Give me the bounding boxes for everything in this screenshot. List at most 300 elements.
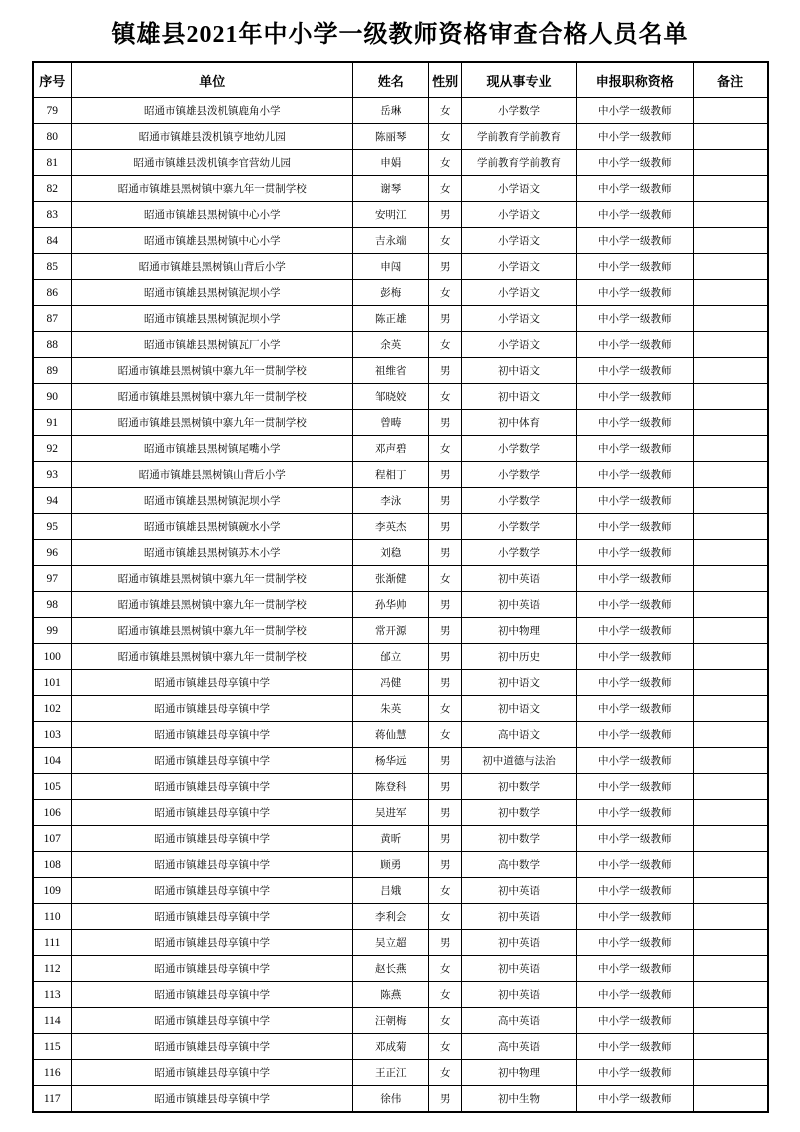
name-cell: 程相丁: [353, 462, 429, 488]
gender-cell: 男: [429, 540, 462, 566]
major-cell: 高中语文: [462, 722, 577, 748]
title-cell: 中小学一级教师: [576, 982, 693, 1008]
serial-cell: 84: [33, 228, 72, 254]
table-row: [33, 774, 768, 800]
major-cell: 初中数学: [462, 826, 577, 852]
major-cell: 初中英语: [462, 904, 577, 930]
table-row: [33, 254, 768, 280]
table-row: [33, 904, 768, 930]
gender-cell: 男: [429, 514, 462, 540]
unit-cell: 昭通市镇雄县母享镇中学: [71, 748, 353, 774]
title-cell: 中小学一级教师: [576, 306, 693, 332]
title-cell: 中小学一级教师: [576, 254, 693, 280]
unit-cell: 昭通市镇雄县母享镇中学: [71, 982, 353, 1008]
serial-cell: 102: [33, 696, 72, 722]
major-cell: 初中英语: [462, 566, 577, 592]
gender-cell: 男: [429, 826, 462, 852]
gender-cell: 女: [429, 1060, 462, 1086]
serial-cell: 94: [33, 488, 72, 514]
name-cell: 李利会: [353, 904, 429, 930]
unit-cell: 昭通市镇雄县黑树镇山背后小学: [71, 462, 353, 488]
gender-cell: 男: [429, 592, 462, 618]
major-cell: 小学数学: [462, 540, 577, 566]
title-cell: 中小学一级教师: [576, 774, 693, 800]
remark-cell: [693, 696, 767, 722]
unit-cell: 昭通市镇雄县母享镇中学: [71, 670, 353, 696]
unit-cell: 昭通市镇雄县黑树镇泥坝小学: [71, 488, 353, 514]
major-cell: 初中道德与法治: [462, 748, 577, 774]
serial-cell: 97: [33, 566, 72, 592]
name-cell: 陈丽琴: [353, 124, 429, 150]
gender-cell: 男: [429, 202, 462, 228]
table-row: [33, 878, 768, 904]
table-row: [33, 98, 768, 124]
table-row: [33, 358, 768, 384]
unit-cell: 昭通市镇雄县母享镇中学: [71, 800, 353, 826]
remark-cell: [693, 800, 767, 826]
major-cell: 小学语文: [462, 176, 577, 202]
table-row: [33, 566, 768, 592]
unit-cell: 昭通市镇雄县母享镇中学: [71, 956, 353, 982]
gender-cell: 女: [429, 878, 462, 904]
title-cell: 中小学一级教师: [576, 852, 693, 878]
gender-cell: 女: [429, 904, 462, 930]
name-cell: 顾勇: [353, 852, 429, 878]
serial-cell: 105: [33, 774, 72, 800]
major-cell: 学前教育学前教育: [462, 150, 577, 176]
major-cell: 初中历史: [462, 644, 577, 670]
unit-cell: 昭通市镇雄县母享镇中学: [71, 1086, 353, 1113]
unit-cell: 昭通市镇雄县母享镇中学: [71, 696, 353, 722]
major-cell: 高中英语: [462, 1034, 577, 1060]
remark-cell: [693, 514, 767, 540]
title-cell: 中小学一级教师: [576, 124, 693, 150]
remark-cell: [693, 1008, 767, 1034]
major-cell: 小学语文: [462, 254, 577, 280]
name-cell: 赵长燕: [353, 956, 429, 982]
table-row: [33, 592, 768, 618]
gender-cell: 女: [429, 150, 462, 176]
major-cell: 初中英语: [462, 956, 577, 982]
unit-cell: 昭通市镇雄县黑树镇中寨九年一贯制学校: [71, 384, 353, 410]
remark-cell: [693, 644, 767, 670]
gender-cell: 女: [429, 956, 462, 982]
name-cell: 常开源: [353, 618, 429, 644]
table-row: [33, 410, 768, 436]
remark-cell: [693, 930, 767, 956]
title-cell: 中小学一级教师: [576, 540, 693, 566]
major-cell: 初中英语: [462, 930, 577, 956]
gender-cell: 女: [429, 1008, 462, 1034]
remark-cell: [693, 254, 767, 280]
remark-cell: [693, 878, 767, 904]
title-cell: 中小学一级教师: [576, 722, 693, 748]
major-cell: 初中语文: [462, 696, 577, 722]
gender-cell: 男: [429, 1086, 462, 1113]
major-cell: 小学语文: [462, 332, 577, 358]
remark-cell: [693, 722, 767, 748]
table-row: [33, 280, 768, 306]
name-cell: 陈正雄: [353, 306, 429, 332]
title-cell: 中小学一级教师: [576, 332, 693, 358]
name-cell: 余英: [353, 332, 429, 358]
table-row: [33, 228, 768, 254]
table-row: [33, 514, 768, 540]
serial-cell: 103: [33, 722, 72, 748]
remark-cell: [693, 410, 767, 436]
remark-cell: [693, 1034, 767, 1060]
major-cell: 初中语文: [462, 670, 577, 696]
gender-cell: 男: [429, 644, 462, 670]
serial-cell: 99: [33, 618, 72, 644]
name-cell: 邓声碧: [353, 436, 429, 462]
remark-cell: [693, 956, 767, 982]
serial-cell: 114: [33, 1008, 72, 1034]
gender-cell: 男: [429, 306, 462, 332]
gender-cell: 女: [429, 280, 462, 306]
unit-cell: 昭通市镇雄县黑树镇中寨九年一贯制学校: [71, 176, 353, 202]
serial-cell: 117: [33, 1086, 72, 1113]
gender-cell: 女: [429, 696, 462, 722]
title-cell: 中小学一级教师: [576, 748, 693, 774]
name-cell: 黄昕: [353, 826, 429, 852]
unit-cell: 昭通市镇雄县母享镇中学: [71, 1008, 353, 1034]
title-cell: 中小学一级教师: [576, 436, 693, 462]
title-cell: 中小学一级教师: [576, 202, 693, 228]
title-cell: 中小学一级教师: [576, 1060, 693, 1086]
serial-cell: 112: [33, 956, 72, 982]
unit-cell: 昭通市镇雄县黑树镇泥坝小学: [71, 306, 353, 332]
major-cell: 小学数学: [462, 436, 577, 462]
unit-cell: 昭通市镇雄县黑树镇中寨九年一贯制学校: [71, 618, 353, 644]
name-cell: 彭梅: [353, 280, 429, 306]
table-row: [33, 748, 768, 774]
gender-cell: 男: [429, 930, 462, 956]
header-gender: 性别: [429, 62, 462, 98]
name-cell: 邓成菊: [353, 1034, 429, 1060]
header-title: 申报职称资格: [576, 62, 693, 98]
name-cell: 孙华帅: [353, 592, 429, 618]
title-cell: 中小学一级教师: [576, 384, 693, 410]
gender-cell: 女: [429, 722, 462, 748]
remark-cell: [693, 982, 767, 1008]
major-cell: 初中数学: [462, 774, 577, 800]
major-cell: 初中体育: [462, 410, 577, 436]
remark-cell: [693, 748, 767, 774]
name-cell: 蒋仙慧: [353, 722, 429, 748]
unit-cell: 昭通市镇雄县黑树镇中心小学: [71, 202, 353, 228]
major-cell: 高中英语: [462, 1008, 577, 1034]
title-cell: 中小学一级教师: [576, 592, 693, 618]
major-cell: 小学语文: [462, 306, 577, 332]
remark-cell: [693, 852, 767, 878]
table-row: [33, 488, 768, 514]
name-cell: 岳琳: [353, 98, 429, 124]
gender-cell: 女: [429, 176, 462, 202]
serial-cell: 81: [33, 150, 72, 176]
serial-cell: 106: [33, 800, 72, 826]
name-cell: 王正江: [353, 1060, 429, 1086]
remark-cell: [693, 488, 767, 514]
unit-cell: 昭通市镇雄县黑树镇中心小学: [71, 228, 353, 254]
table-row: [33, 722, 768, 748]
table-row: [33, 618, 768, 644]
remark-cell: [693, 774, 767, 800]
remark-cell: [693, 150, 767, 176]
gender-cell: 男: [429, 670, 462, 696]
name-cell: 杨华远: [353, 748, 429, 774]
serial-cell: 101: [33, 670, 72, 696]
unit-cell: 昭通市镇雄县黑树镇尾嘴小学: [71, 436, 353, 462]
major-cell: 初中物理: [462, 1060, 577, 1086]
serial-cell: 82: [33, 176, 72, 202]
serial-cell: 113: [33, 982, 72, 1008]
remark-cell: [693, 670, 767, 696]
remark-cell: [693, 332, 767, 358]
table-row: [33, 1060, 768, 1086]
serial-cell: 92: [33, 436, 72, 462]
table-row: [33, 202, 768, 228]
remark-cell: [693, 540, 767, 566]
title-cell: 中小学一级教师: [576, 618, 693, 644]
serial-cell: 85: [33, 254, 72, 280]
remark-cell: [693, 826, 767, 852]
unit-cell: 昭通市镇雄县黑树镇瓦厂小学: [71, 332, 353, 358]
major-cell: 初中英语: [462, 878, 577, 904]
remark-cell: [693, 228, 767, 254]
serial-cell: 83: [33, 202, 72, 228]
gender-cell: 男: [429, 852, 462, 878]
remark-cell: [693, 592, 767, 618]
table-row: [33, 852, 768, 878]
major-cell: 初中生物: [462, 1086, 577, 1113]
gender-cell: 女: [429, 98, 462, 124]
serial-cell: 115: [33, 1034, 72, 1060]
name-cell: 邹晓姣: [353, 384, 429, 410]
serial-cell: 98: [33, 592, 72, 618]
serial-cell: 91: [33, 410, 72, 436]
table-row: [33, 462, 768, 488]
title-cell: 中小学一级教师: [576, 176, 693, 202]
table-header: [33, 62, 768, 98]
unit-cell: 昭通市镇雄县母享镇中学: [71, 852, 353, 878]
serial-cell: 86: [33, 280, 72, 306]
major-cell: 小学语文: [462, 202, 577, 228]
name-cell: 安明江: [353, 202, 429, 228]
unit-cell: 昭通市镇雄县母享镇中学: [71, 826, 353, 852]
table-row: [33, 826, 768, 852]
major-cell: 小学数学: [462, 514, 577, 540]
unit-cell: 昭通市镇雄县母享镇中学: [71, 930, 353, 956]
title-cell: 中小学一级教师: [576, 358, 693, 384]
header-remark: 备注: [693, 62, 767, 98]
name-cell: 吴立超: [353, 930, 429, 956]
title-cell: 中小学一级教师: [576, 150, 693, 176]
major-cell: 初中英语: [462, 982, 577, 1008]
name-cell: 吕娥: [353, 878, 429, 904]
gender-cell: 男: [429, 462, 462, 488]
unit-cell: 昭通市镇雄县母享镇中学: [71, 1034, 353, 1060]
gender-cell: 女: [429, 1034, 462, 1060]
gender-cell: 男: [429, 358, 462, 384]
major-cell: 小学语文: [462, 280, 577, 306]
serial-cell: 95: [33, 514, 72, 540]
table-row: [33, 1086, 768, 1113]
name-cell: 谢琴: [353, 176, 429, 202]
table-body: [33, 98, 768, 1113]
serial-cell: 93: [33, 462, 72, 488]
unit-cell: 昭通市镇雄县母享镇中学: [71, 774, 353, 800]
remark-cell: [693, 280, 767, 306]
major-cell: 初中语文: [462, 384, 577, 410]
table-row: [33, 670, 768, 696]
gender-cell: 男: [429, 800, 462, 826]
roster-table: [32, 61, 769, 1113]
name-cell: 申娟: [353, 150, 429, 176]
header-major: 现从事专业: [462, 62, 577, 98]
table-row: [33, 644, 768, 670]
table-row: [33, 384, 768, 410]
serial-cell: 110: [33, 904, 72, 930]
title-cell: 中小学一级教师: [576, 644, 693, 670]
remark-cell: [693, 384, 767, 410]
gender-cell: 女: [429, 384, 462, 410]
serial-cell: 79: [33, 98, 72, 124]
name-cell: 冯健: [353, 670, 429, 696]
name-cell: 朱英: [353, 696, 429, 722]
name-cell: 李英杰: [353, 514, 429, 540]
unit-cell: 昭通市镇雄县泼机镇鹿角小学: [71, 98, 353, 124]
unit-cell: 昭通市镇雄县泼机镇亨地幼儿园: [71, 124, 353, 150]
title-cell: 中小学一级教师: [576, 956, 693, 982]
remark-cell: [693, 124, 767, 150]
gender-cell: 男: [429, 748, 462, 774]
name-cell: 徐伟: [353, 1086, 429, 1113]
unit-cell: 昭通市镇雄县母享镇中学: [71, 904, 353, 930]
gender-cell: 男: [429, 254, 462, 280]
unit-cell: 昭通市镇雄县黑树镇苏木小学: [71, 540, 353, 566]
remark-cell: [693, 566, 767, 592]
page-title: 镇雄县2021年中小学一级教师资格审查合格人员名单: [111, 22, 689, 48]
header-row: [33, 62, 768, 98]
unit-cell: 昭通市镇雄县黑树镇中寨九年一贯制学校: [71, 358, 353, 384]
title-cell: 中小学一级教师: [576, 826, 693, 852]
table-row: [33, 930, 768, 956]
major-cell: 初中语文: [462, 358, 577, 384]
remark-cell: [693, 306, 767, 332]
serial-cell: 89: [33, 358, 72, 384]
title-cell: 中小学一级教师: [576, 514, 693, 540]
title-cell: 中小学一级教师: [576, 930, 693, 956]
header-serial: 序号: [33, 62, 72, 98]
serial-cell: 96: [33, 540, 72, 566]
gender-cell: 男: [429, 410, 462, 436]
serial-cell: 109: [33, 878, 72, 904]
title-cell: 中小学一级教师: [576, 696, 693, 722]
remark-cell: [693, 98, 767, 124]
gender-cell: 女: [429, 436, 462, 462]
name-cell: 汪朝梅: [353, 1008, 429, 1034]
gender-cell: 女: [429, 332, 462, 358]
unit-cell: 昭通市镇雄县黑树镇山背后小学: [71, 254, 353, 280]
major-cell: 初中数学: [462, 800, 577, 826]
major-cell: 小学数学: [462, 488, 577, 514]
serial-cell: 88: [33, 332, 72, 358]
major-cell: 小学数学: [462, 98, 577, 124]
table-row: [33, 800, 768, 826]
name-cell: 曾畴: [353, 410, 429, 436]
table-row: [33, 540, 768, 566]
title-cell: 中小学一级教师: [576, 904, 693, 930]
serial-cell: 104: [33, 748, 72, 774]
title-cell: 中小学一级教师: [576, 410, 693, 436]
title-cell: 中小学一级教师: [576, 488, 693, 514]
title-cell: 中小学一级教师: [576, 462, 693, 488]
title-cell: 中小学一级教师: [576, 280, 693, 306]
title-cell: 中小学一级教师: [576, 800, 693, 826]
table-row: [33, 176, 768, 202]
name-cell: 吴进军: [353, 800, 429, 826]
unit-cell: 昭通市镇雄县黑树镇泥坝小学: [71, 280, 353, 306]
unit-cell: 昭通市镇雄县母享镇中学: [71, 722, 353, 748]
table-row: [33, 124, 768, 150]
unit-cell: 昭通市镇雄县泼机镇李官营幼儿园: [71, 150, 353, 176]
name-cell: 吉永端: [353, 228, 429, 254]
name-cell: 邰立: [353, 644, 429, 670]
header-unit: 单位: [71, 62, 353, 98]
table-row: [33, 306, 768, 332]
title-cell: 中小学一级教师: [576, 670, 693, 696]
table-row: [33, 332, 768, 358]
name-cell: 陈登科: [353, 774, 429, 800]
gender-cell: 男: [429, 618, 462, 644]
unit-cell: 昭通市镇雄县母享镇中学: [71, 878, 353, 904]
unit-cell: 昭通市镇雄县黑树镇中寨九年一贯制学校: [71, 410, 353, 436]
gender-cell: 女: [429, 228, 462, 254]
name-cell: 张渐健: [353, 566, 429, 592]
major-cell: 小学语文: [462, 228, 577, 254]
major-cell: 高中数学: [462, 852, 577, 878]
name-cell: 刘稳: [353, 540, 429, 566]
remark-cell: [693, 904, 767, 930]
serial-cell: 111: [33, 930, 72, 956]
table-row: [33, 436, 768, 462]
serial-cell: 108: [33, 852, 72, 878]
serial-cell: 87: [33, 306, 72, 332]
unit-cell: 昭通市镇雄县黑树镇中寨九年一贯制学校: [71, 644, 353, 670]
title-cell: 中小学一级教师: [576, 228, 693, 254]
title-cell: 中小学一级教师: [576, 98, 693, 124]
table-row: [33, 696, 768, 722]
remark-cell: [693, 1060, 767, 1086]
unit-cell: 昭通市镇雄县黑树镇中寨九年一贯制学校: [71, 566, 353, 592]
table-row: [33, 1034, 768, 1060]
remark-cell: [693, 436, 767, 462]
unit-cell: 昭通市镇雄县黑树镇中寨九年一贯制学校: [71, 592, 353, 618]
title-cell: 中小学一级教师: [576, 1034, 693, 1060]
serial-cell: 80: [33, 124, 72, 150]
table-row: [33, 956, 768, 982]
gender-cell: 男: [429, 774, 462, 800]
major-cell: 小学数学: [462, 462, 577, 488]
unit-cell: 昭通市镇雄县母享镇中学: [71, 1060, 353, 1086]
gender-cell: 女: [429, 982, 462, 1008]
major-cell: 学前教育学前教育: [462, 124, 577, 150]
name-cell: 李泳: [353, 488, 429, 514]
title-cell: 中小学一级教师: [576, 878, 693, 904]
table-row: [33, 150, 768, 176]
name-cell: 申闯: [353, 254, 429, 280]
